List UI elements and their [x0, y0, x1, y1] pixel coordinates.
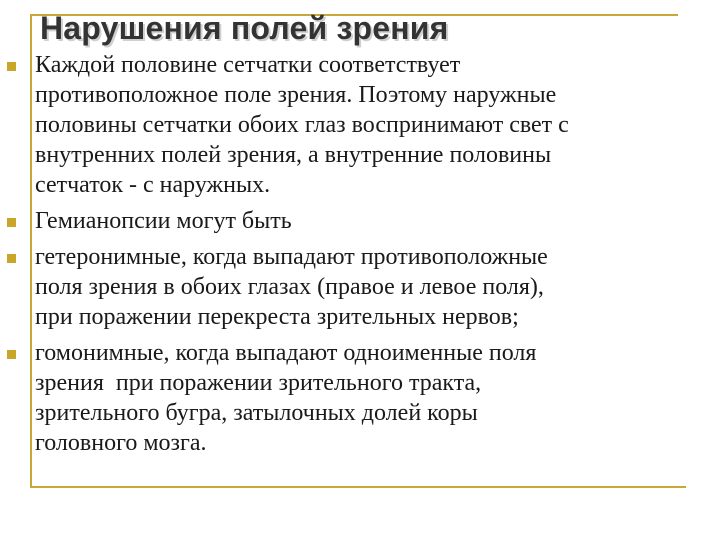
text-line: зрения при поражении зрительного тракта, — [35, 370, 482, 396]
bullet-list — [0, 50, 700, 464]
bullet-item-homonymous — [0, 338, 700, 458]
bullet-item-retina-halves — [0, 50, 700, 200]
text-line: Каждой половине сетчатки соответствует — [35, 52, 461, 78]
bullet-text — [35, 206, 700, 236]
text-line: гомонимные, когда выпадают одноименные поля — [35, 340, 537, 366]
text-line: гетеронимные, когда выпадают противоположные — [35, 244, 548, 270]
text-line: противоположное поле зрения. Поэтому наружные — [35, 82, 557, 108]
bullet-item-heteronymous — [0, 242, 700, 332]
square-bullet-icon — [7, 62, 16, 71]
text-line: при поражении перекреста зрительных нервов; — [35, 304, 519, 330]
square-bullet-icon — [7, 218, 16, 227]
square-bullet-icon — [7, 254, 16, 263]
text-line: сетчаток - с наружных. — [35, 172, 271, 198]
bullet-text — [35, 338, 700, 458]
square-bullet-icon — [7, 350, 16, 359]
slide-title: Нарушения полей зрения — [40, 10, 449, 46]
bullet-text — [35, 50, 700, 200]
text-line: внутренних полей зрения, а внутренние половины — [35, 142, 552, 168]
bullet-item-hemianopsia — [0, 206, 700, 236]
text-line: зрительного бугра, затылочных долей коры — [35, 400, 478, 426]
text-line: головного мозга. — [35, 430, 207, 456]
bullet-text — [35, 242, 700, 332]
text-line: половины сетчатки обоих глаз воспринимают свет с — [35, 112, 569, 138]
text-line: Гемианопсии могут быть — [35, 208, 292, 234]
text-line: поля зрения в обоих глазах (правое и левое поля), — [35, 274, 544, 300]
